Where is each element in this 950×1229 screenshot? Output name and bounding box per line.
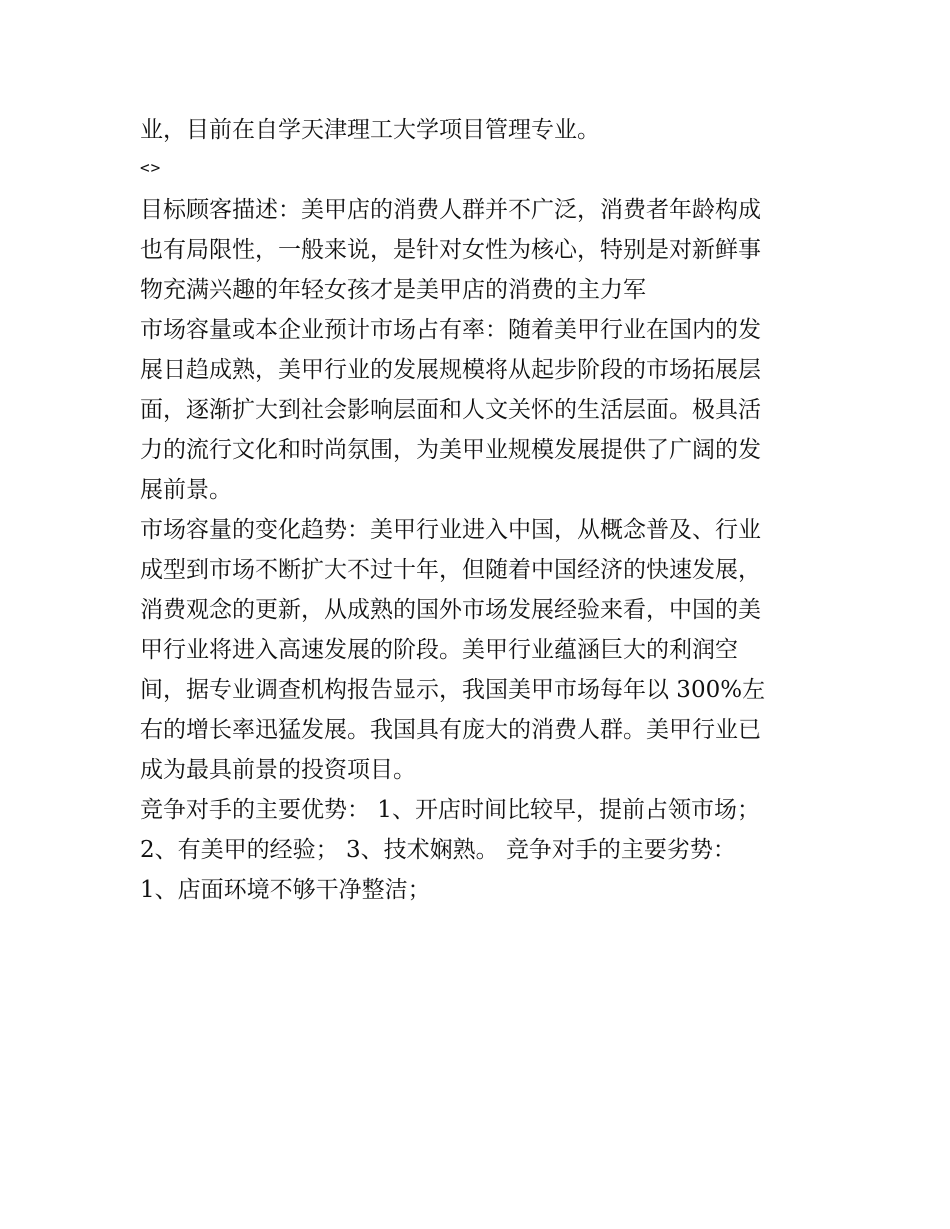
- text-line: 间，据专业调查机构报告显示，我国美甲市场每年以 300%左: [140, 677, 766, 703]
- text-line: 物充满兴趣的年轻女孩才是美甲店的消费的主力军: [140, 277, 646, 303]
- text-line: 面，逐渐扩大到社会影响层面和人文关怀的生活层面。极具活: [140, 397, 761, 423]
- text-line: 业，目前在自学天津理工大学项目管理专业。: [140, 117, 600, 143]
- text-line: 也有局限性，一般来说，是针对女性为核心，特别是对新鲜事: [140, 237, 761, 263]
- text-line: 成型到市场不断扩大不过十年，但随着中国经济的快速发展，: [140, 557, 761, 583]
- text-line: 竞争对手的主要优势： 1、开店时间比较早，提前占领市场；: [140, 797, 760, 823]
- document-body: [140, 110, 820, 910]
- text-line: 展日趋成熟，美甲行业的发展规模将从起步阶段的市场拓展层: [140, 357, 761, 383]
- text-line: 力的流行文化和时尚氛围，为美甲业规模发展提供了广阔的发: [140, 437, 761, 463]
- text-line: 1、店面环境不够干净整洁；: [140, 877, 431, 903]
- text-line: 消费观念的更新，从成熟的国外市场发展经验来看，中国的美: [140, 597, 761, 623]
- text-line: 右的增长率迅猛发展。我国具有庞大的消费人群。美甲行业已: [140, 717, 761, 743]
- text-line: 2、有美甲的经验； 3、技术娴熟。 竞争对手的主要劣势：: [140, 837, 736, 863]
- placeholder-marker: <>: [140, 158, 162, 177]
- text-line: 成为最具前景的投资项目。: [140, 757, 416, 783]
- text-line: 市场容量或本企业预计市场占有率：随着美甲行业在国内的发: [140, 317, 761, 343]
- text-line: 市场容量的变化趋势：美甲行业进入中国，从概念普及、行业: [140, 517, 761, 543]
- text-line: 展前景。: [140, 477, 232, 503]
- text-line: 目标顾客描述：美甲店的消费人群并不广泛，消费者年龄构成: [140, 197, 761, 223]
- text-line: 甲行业将进入高速发展的阶段。美甲行业蕴涵巨大的利润空: [140, 637, 738, 663]
